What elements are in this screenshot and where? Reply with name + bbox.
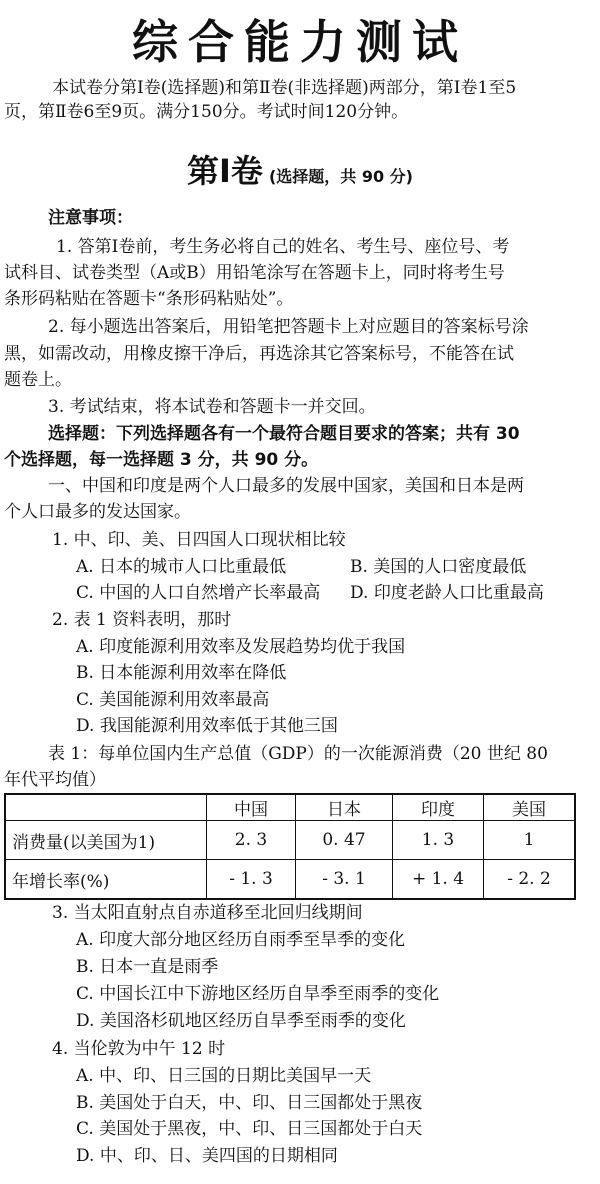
table-row-label: 年增长率(%): [5, 860, 207, 900]
q1-option-d: D. 印度老龄人口比重最高: [350, 583, 544, 603]
q3-option-b: B. 日本一直是雨季: [76, 957, 219, 977]
q2-option-d: D. 我国能源利用效率低于其他三国: [76, 716, 338, 736]
mc-instruction-1: 选择题：下列选择题各有一个最符合题目要求的答案；共有 30: [48, 424, 520, 444]
table-header-cell: [5, 794, 207, 821]
intro-line-1: 本试卷分第Ⅰ卷(选择题)和第Ⅱ卷(非选择题)两部分，第Ⅰ卷1至5: [52, 78, 517, 98]
q4-stem: 4. 当伦敦为中午 12 时: [52, 1039, 226, 1059]
table-cell: - 2. 2: [484, 860, 576, 900]
notice-line-1: 1. 答第Ⅰ卷前，考生务必将自己的姓名、考生号、座位号、考: [56, 237, 510, 257]
notice-line-3: 条形码粘贴在答题卡“条形码粘贴处”。: [4, 289, 294, 309]
q4-option-d: D. 中、印、日、美四国的日期相同: [76, 1146, 338, 1166]
notice-line-6: 题卷上。: [4, 370, 72, 390]
q1-option-c: C. 中国的人口自然增产长率最高: [76, 583, 321, 603]
notice-line-7: 3. 考试结束，将本试卷和答题卡一并交回。: [48, 397, 376, 417]
table-cell: - 3. 1: [296, 860, 393, 900]
q4-option-b: B. 美国处于白天，中、印、日三国都处于黑夜: [76, 1093, 423, 1113]
table-cell: - 1. 3: [207, 860, 296, 900]
q1-option-a: A. 日本的城市人口比重最低: [76, 557, 287, 577]
group-intro-1: 一、中国和印度是两个人口最多的发展中国家，美国和日本是两: [48, 476, 524, 496]
table-header-cell: 美国: [484, 794, 576, 821]
q2-option-a: A. 印度能源利用效率及发展趋势均优于我国: [76, 637, 406, 657]
table-header-cell: 中国: [207, 794, 296, 821]
q2-option-b: B. 日本能源利用效率在降低: [76, 663, 287, 683]
section-note: (选择题，共 90 分): [268, 167, 413, 186]
energy-table: [4, 793, 576, 900]
table-header-cell: 日本: [296, 794, 393, 821]
q4-option-c: C. 美国处于黑夜，中、印、日三国都处于白天: [76, 1119, 423, 1139]
table-cell: 2. 3: [207, 821, 296, 860]
notice-heading: 注意事项：: [48, 208, 133, 228]
q3-option-d: D. 美国洛杉矶地区经历自旱季至雨季的变化: [76, 1011, 406, 1031]
notice-line-2: 试科目、试卷类型（A或B）用铅笔涂写在答题卡上，同时将考生号: [4, 263, 505, 283]
table-caption-2: 年代平均值）: [4, 770, 106, 790]
q3-option-a: A. 印度大部分地区经历自雨季至旱季的变化: [76, 930, 406, 950]
q1-stem: 1. 中、印、美、日四国人口现状相比较: [52, 530, 346, 550]
table-header-row: [5, 794, 575, 821]
table-cell: + 1. 4: [393, 860, 484, 900]
q1-option-b: B. 美国的人口密度最低: [350, 557, 527, 577]
section-main: 第Ⅰ卷: [187, 152, 263, 190]
notice-line-4: 2. 每小题选出答案后，用铅笔把答题卡上对应题目的答案标号涂: [48, 317, 529, 337]
q3-stem: 3. 当太阳直射点自赤道移至北回归线期间: [52, 903, 363, 923]
notice-line-5: 黑，如需改动，用橡皮擦干净后，再选涂其它答案标号，不能答在试: [4, 344, 514, 364]
table-row: [5, 860, 575, 900]
section-title: [0, 146, 600, 192]
table-cell: 0. 47: [296, 821, 393, 860]
q2-option-c: C. 美国能源利用效率最高: [76, 690, 270, 710]
table-row: [5, 821, 575, 860]
q4-option-a: A. 中、印、日三国的日期比美国早一天: [76, 1066, 372, 1086]
q3-option-c: C. 中国长江中下游地区经历自旱季至雨季的变化: [76, 984, 440, 1004]
group-intro-2: 个人口最多的发达国家。: [4, 502, 191, 522]
table-row-label: 消费量(以美国为1): [5, 821, 207, 860]
table-cell: 1. 3: [393, 821, 484, 860]
table-header-cell: 印度: [393, 794, 484, 821]
exam-title: 综合能力测试: [132, 15, 468, 69]
mc-instruction-2: 个选择题，每一选择题 3 分，共 90 分。: [4, 450, 319, 470]
intro-line-2: 页，第Ⅱ卷6至9页。满分150分。考试时间120分钟。: [4, 102, 409, 122]
q2-stem: 2. 表 1 资料表明，那时: [52, 610, 232, 630]
table-caption-1: 表 1：每单位国内生产总值（GDP）的一次能源消费（20 世纪 80: [48, 744, 548, 764]
table-cell: 1: [484, 821, 576, 860]
